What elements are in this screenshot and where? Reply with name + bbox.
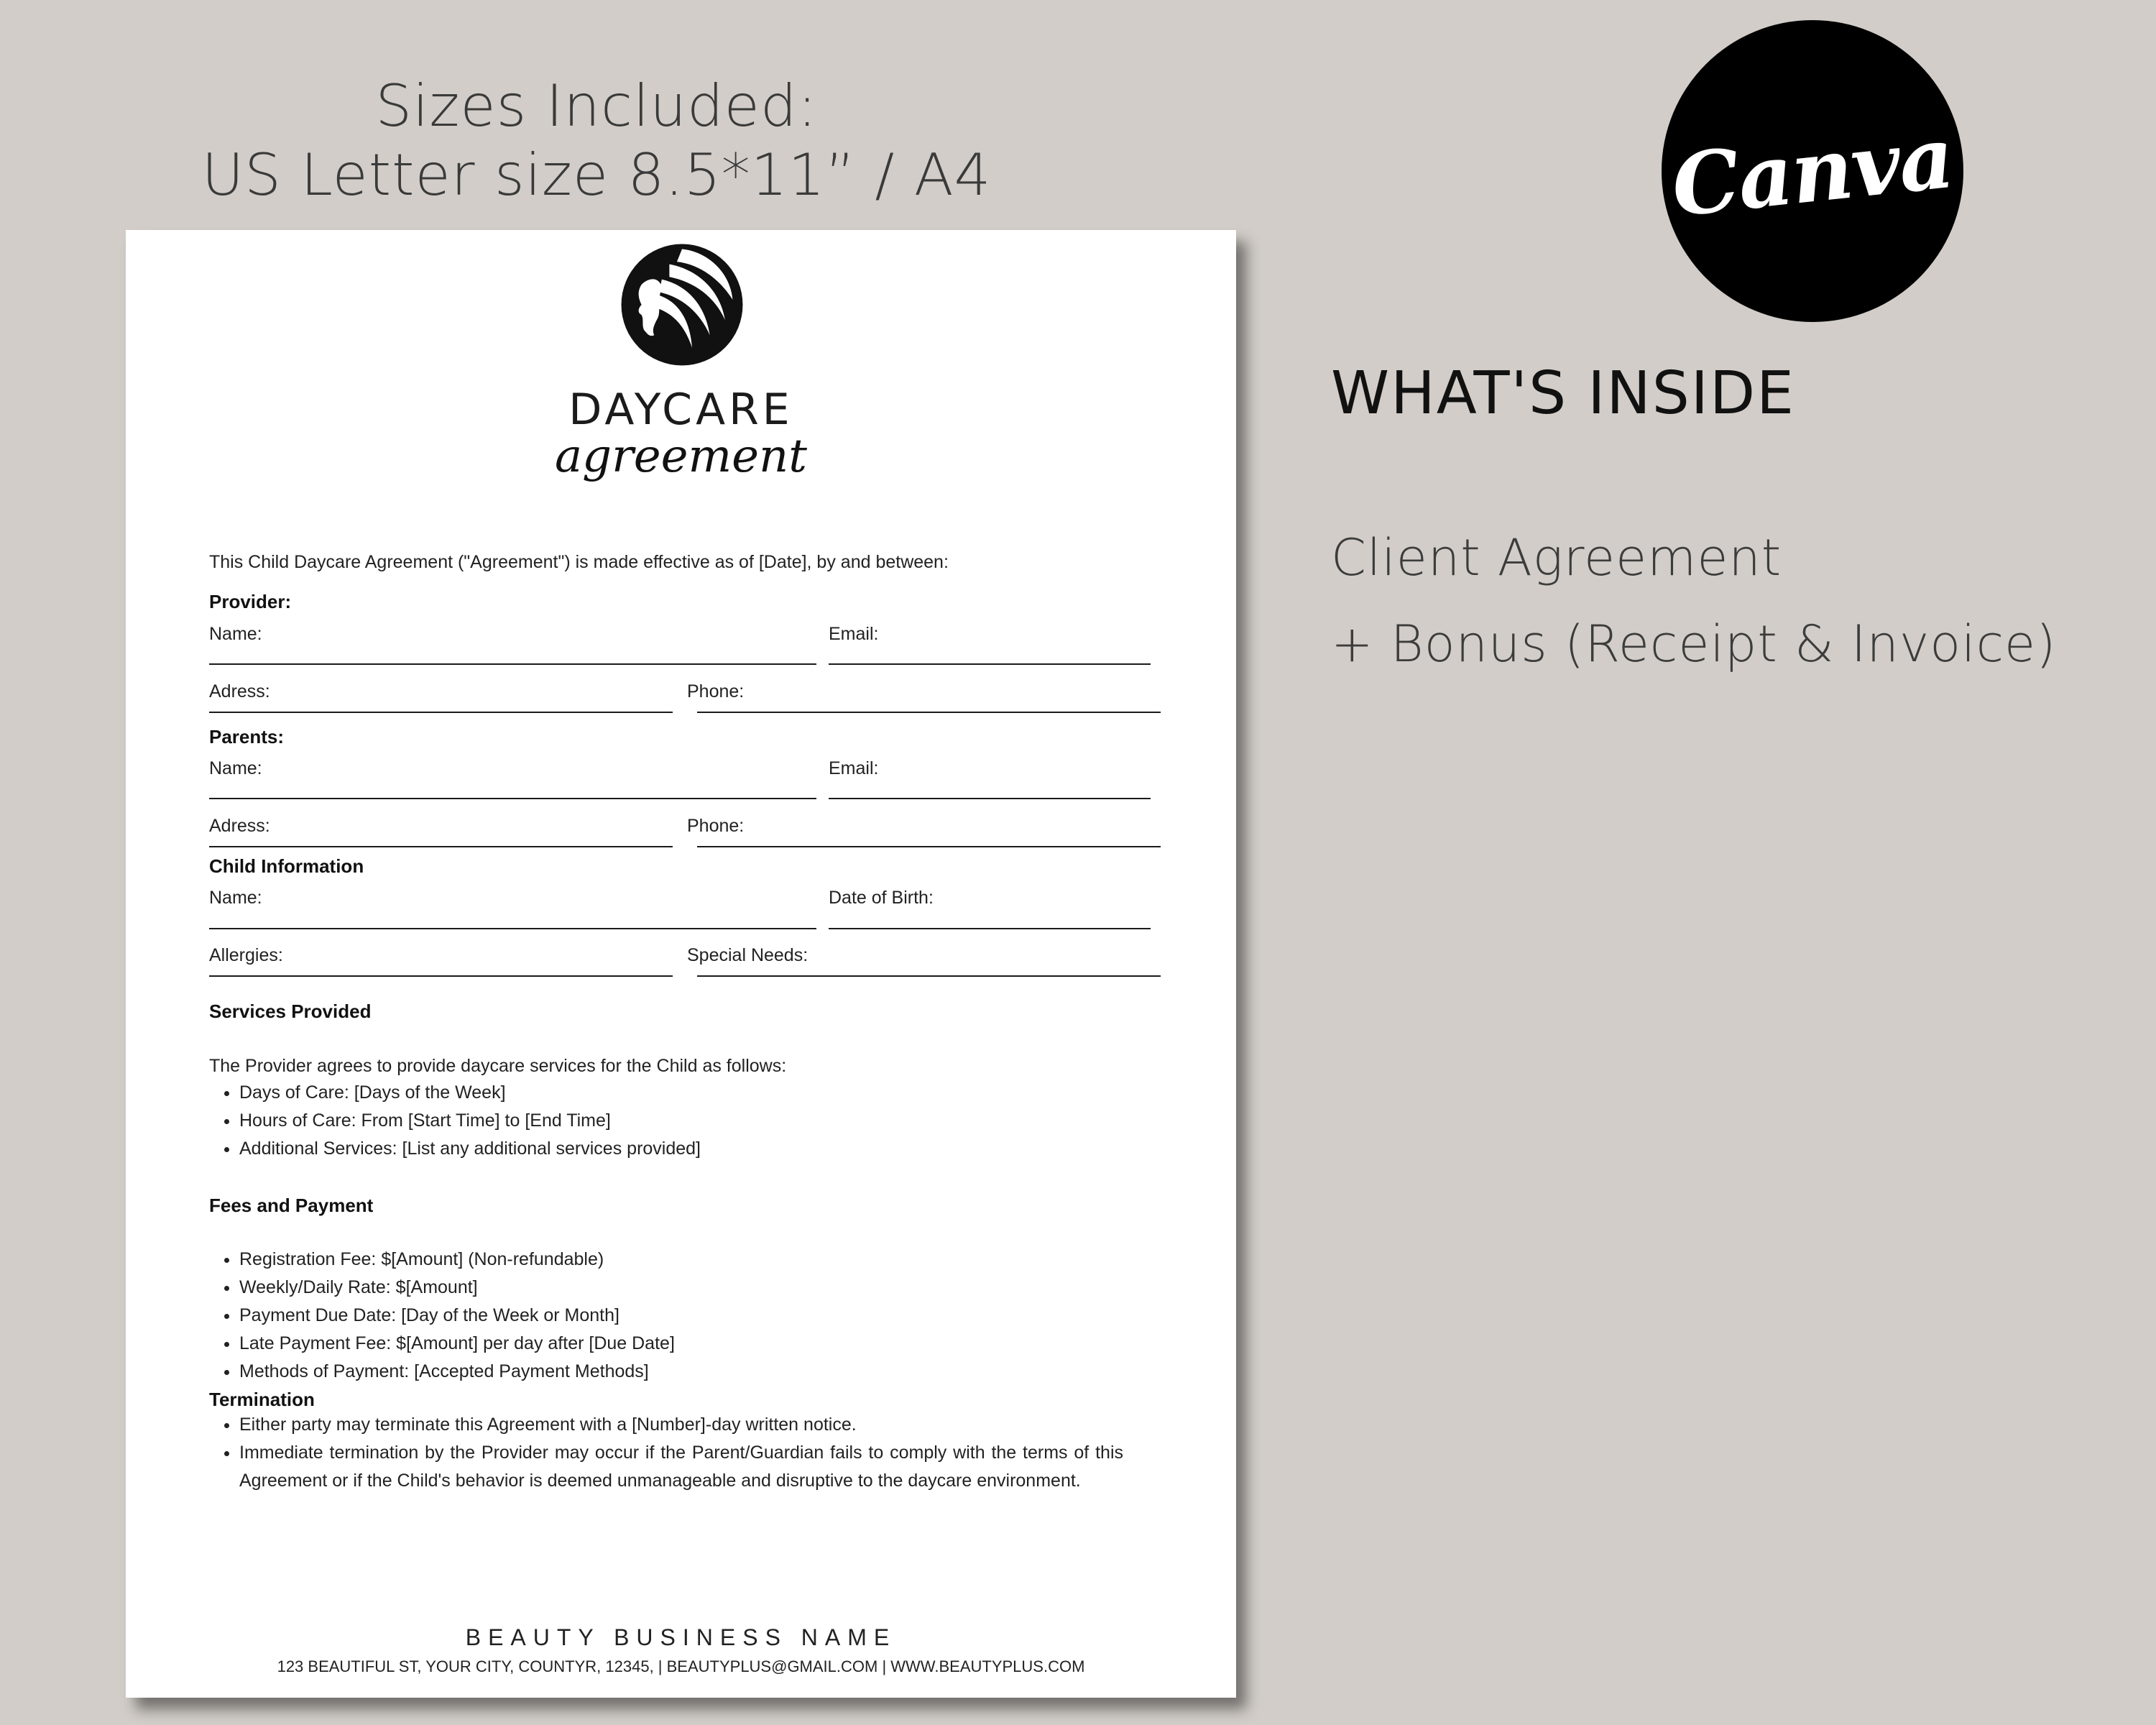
- parents-name-line[interactable]: [209, 798, 816, 799]
- parents-address-label: Adress:: [209, 816, 270, 836]
- list-item: • Hours of Care: From [Start Time] to [End Time]: [239, 1107, 701, 1135]
- provider-address-label: Adress:: [209, 681, 270, 702]
- fees-heading: Fees and Payment: [209, 1195, 374, 1216]
- provider-phone-line[interactable]: [697, 712, 1161, 713]
- list-item: • Methods of Payment: [Accepted Payment Methods]: [239, 1358, 675, 1386]
- child-allergies-line[interactable]: [209, 975, 673, 977]
- provider-name-label: Name:: [209, 624, 262, 644]
- list-item: • Either party may terminate this Agreement with a [Number]-day written notice.: [239, 1411, 1123, 1439]
- sizes-line-1: Sizes Included:: [375, 73, 818, 139]
- parents-name-label: Name:: [209, 758, 262, 778]
- woman-profile-logo-icon: [619, 242, 745, 368]
- child-name-line[interactable]: [209, 928, 816, 929]
- inside-item-client-agreement: Client Agreement: [1331, 528, 1782, 587]
- services-intro: The Provider agrees to provide daycare services for the Child as follows:: [209, 1056, 787, 1076]
- list-item: • Late Payment Fee: $[Amount] per day after [Due Date]: [239, 1330, 675, 1358]
- sizes-line-2: US Letter size 8.5*11” / A4: [201, 142, 992, 208]
- provider-heading: Provider:: [209, 591, 292, 612]
- sizes-included-heading: [165, 72, 1028, 210]
- parents-email-label: Email:: [829, 758, 879, 778]
- provider-phone-label: Phone:: [687, 681, 745, 702]
- list-item: • Days of Care: [Days of the Week]: [239, 1079, 701, 1107]
- parents-address-line[interactable]: [209, 846, 673, 847]
- parents-phone-line[interactable]: [697, 846, 1161, 847]
- parents-email-line[interactable]: [829, 798, 1151, 799]
- list-item: • Weekly/Daily Rate: $[Amount]: [239, 1274, 675, 1302]
- document-title: DAYCARE: [568, 385, 793, 435]
- list-item: • Registration Fee: $[Amount] (Non-refundable): [239, 1246, 675, 1274]
- child-name-label: Name:: [209, 888, 262, 908]
- list-item: • Additional Services: [List any additional services provided]: [239, 1135, 701, 1163]
- child-dob-line[interactable]: [829, 928, 1151, 929]
- child-dob-label: Date of Birth:: [829, 888, 934, 908]
- canva-logo-text: Canva: [1667, 106, 1958, 236]
- termination-list: [209, 1411, 1123, 1495]
- provider-email-line[interactable]: [829, 663, 1151, 665]
- provider-email-label: Email:: [829, 624, 879, 644]
- child-info-heading: Child Information: [209, 855, 364, 877]
- list-item: • Payment Due Date: [Day of the Week or Month]: [239, 1302, 675, 1330]
- inside-item-bonus: + Bonus (Receipt & Invoice): [1331, 615, 2057, 673]
- parents-heading: Parents:: [209, 726, 285, 748]
- intro-text: This Child Daycare Agreement ("Agreement") is made effective as of [Date], by and between:: [209, 552, 949, 572]
- services-heading: Services Provided: [209, 1000, 372, 1022]
- provider-address-line[interactable]: [209, 712, 673, 713]
- termination-heading: Termination: [209, 1389, 315, 1410]
- services-list: [209, 1079, 701, 1163]
- agreement-page: [126, 230, 1236, 1698]
- document-subtitle-script: agreement: [555, 430, 807, 483]
- child-allergies-label: Allergies:: [209, 945, 283, 965]
- parents-phone-label: Phone:: [687, 816, 745, 836]
- child-special-needs-line[interactable]: [697, 975, 1161, 977]
- provider-name-line[interactable]: [209, 663, 816, 665]
- fees-list: [209, 1246, 675, 1386]
- child-special-needs-label: Special Needs:: [687, 945, 808, 965]
- whats-inside-heading: WHAT'S INSIDE: [1331, 359, 1795, 428]
- canva-logo-badge: [1662, 20, 1963, 322]
- list-item: • Immediate termination by the Provider may occur if the Parent/Guardian fails to comply with the terms of this Agreement or if the Child's behavior is deemed unmanageable and disruptive to the daycare environment.: [239, 1439, 1123, 1495]
- business-address: 123 BEAUTIFUL ST, YOUR CITY, COUNTYR, 12345, | BEAUTYPLUS@GMAIL.COM | WWW.BEAUTYPLUS.COM: [277, 1657, 1085, 1675]
- business-name: BEAUTY BUSINESS NAME: [465, 1624, 897, 1650]
